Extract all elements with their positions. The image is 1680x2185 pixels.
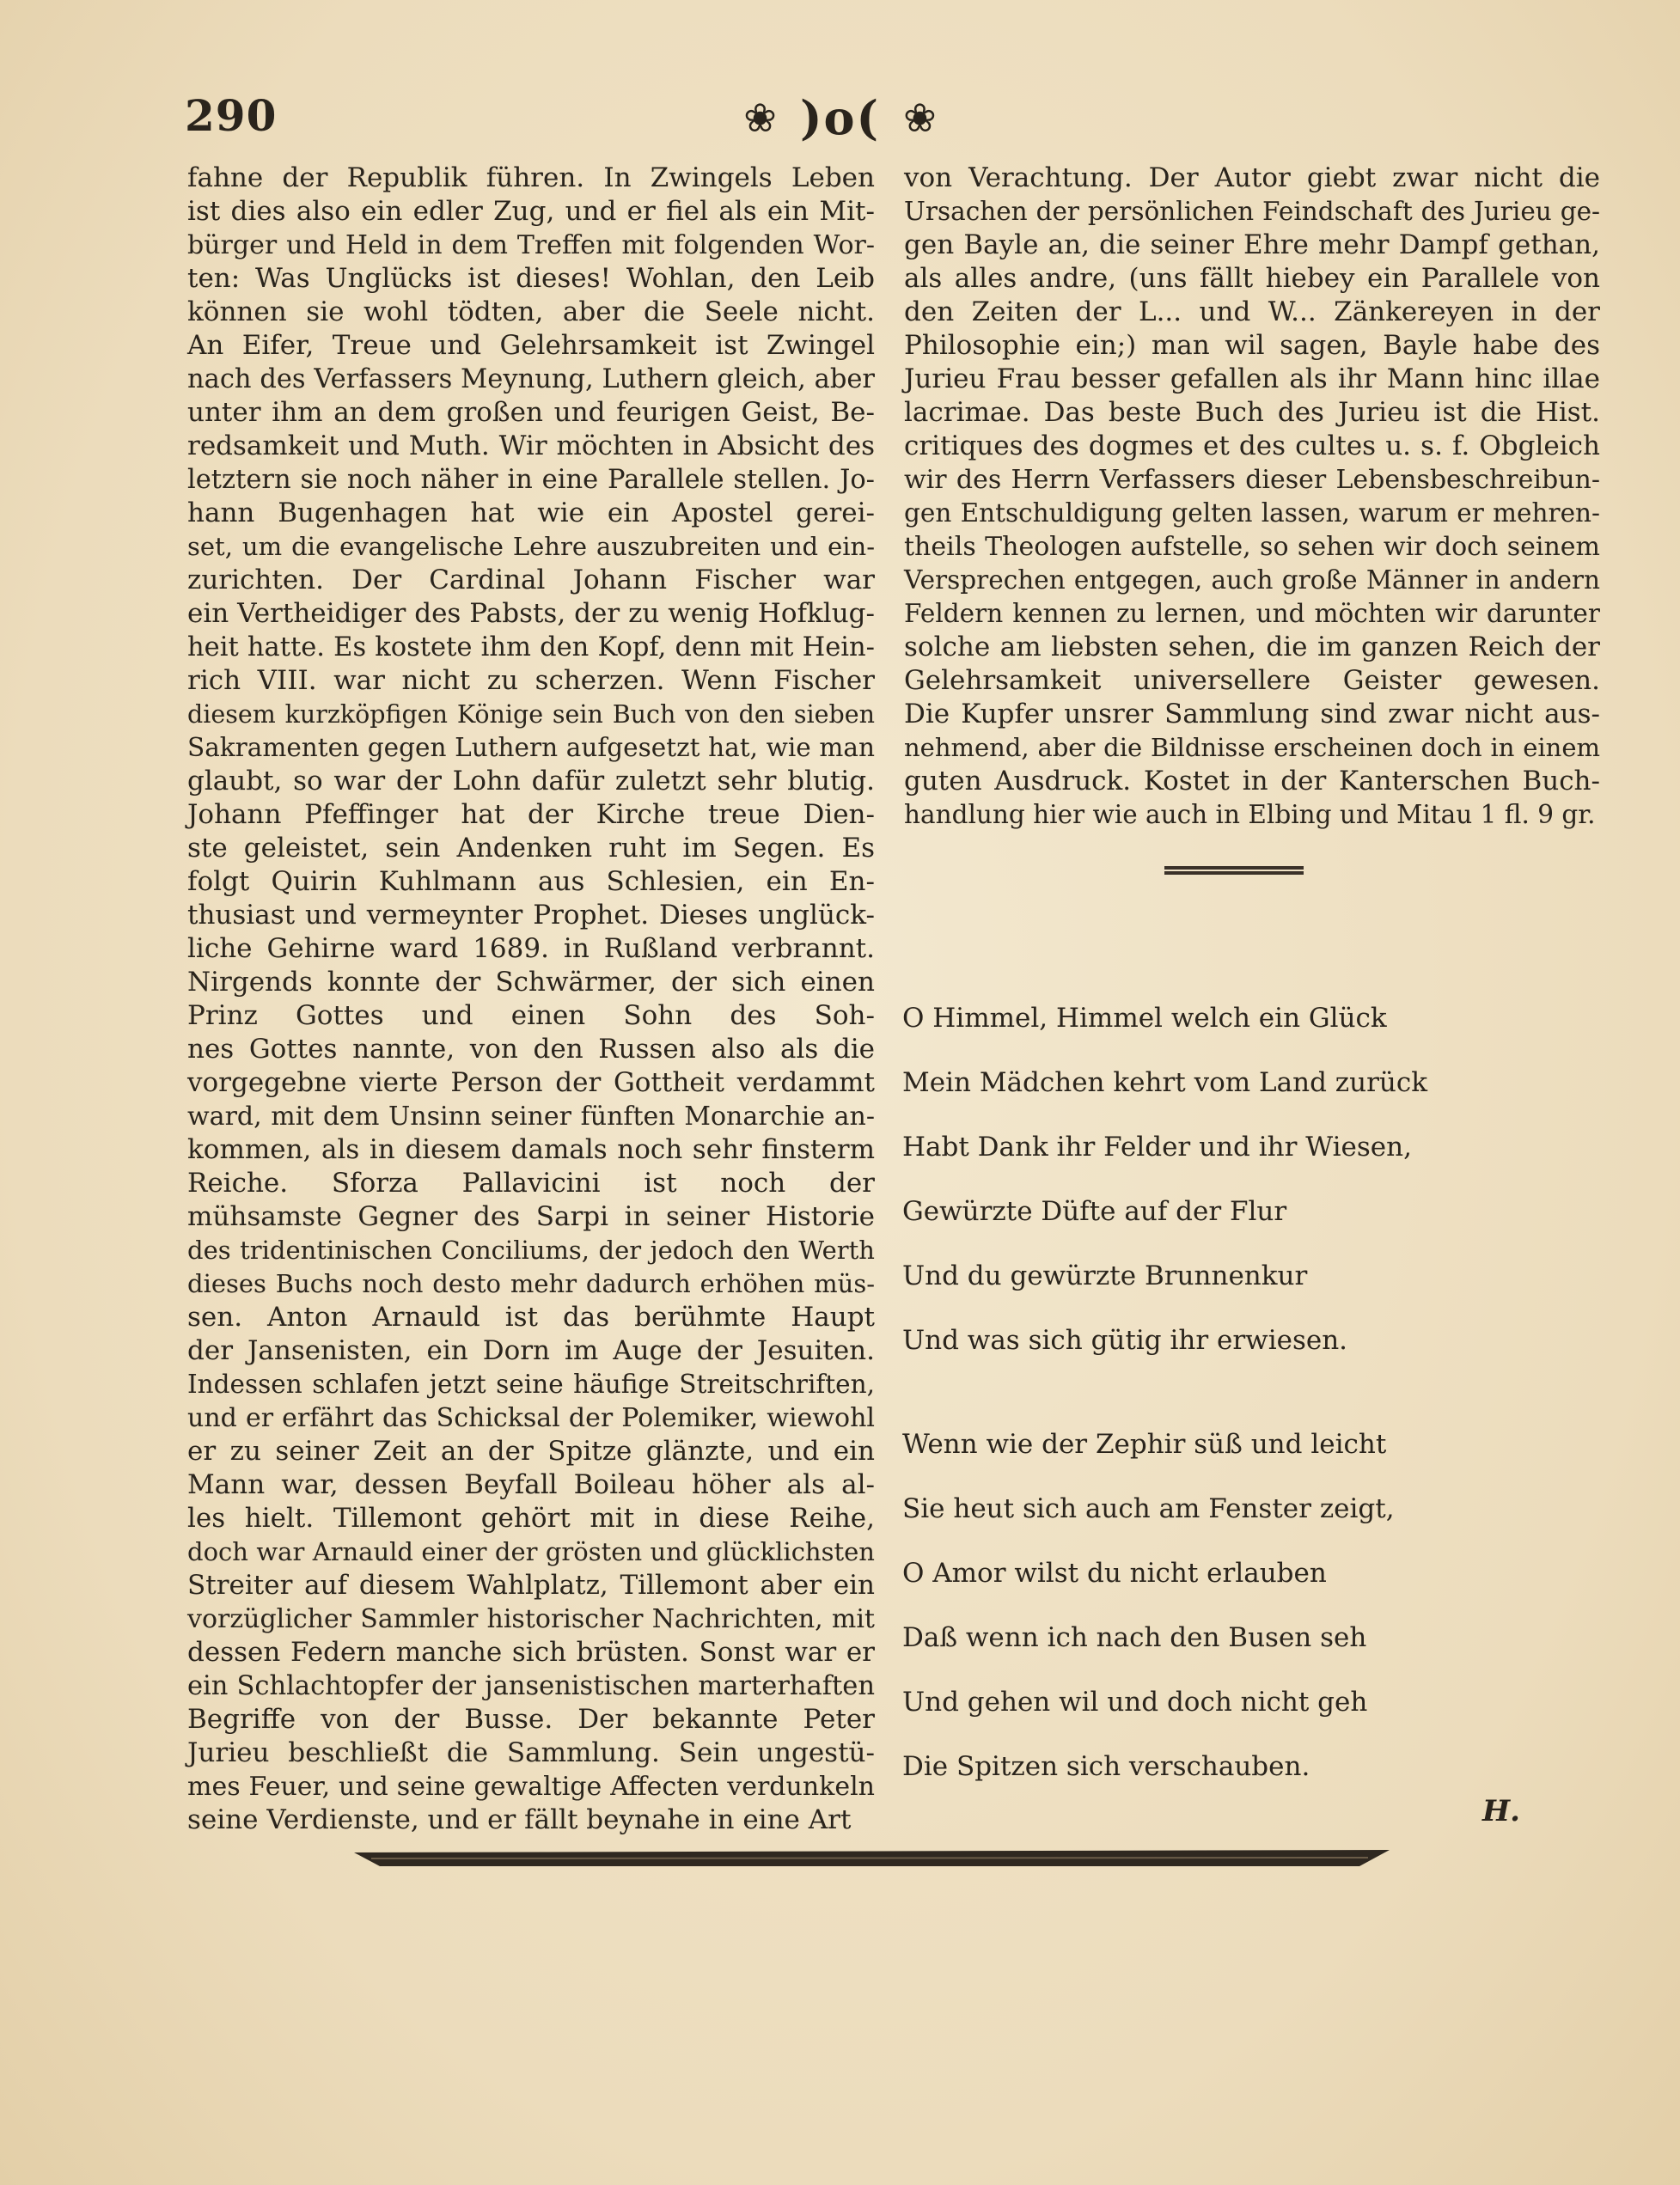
- page-number: 290: [185, 90, 278, 141]
- text-line: sen. Anton Arnauld ist das berühmte Haupt: [187, 1302, 875, 1333]
- text-line: den Zeiten der L... und W... Zänkereyen in der: [904, 296, 1600, 327]
- text-line: und er erfährt das Schicksal der Polemiker, wiewohl: [187, 1403, 875, 1433]
- text-line: An Eifer, Treue und Gelehrsamkeit ist Zwingel: [187, 330, 875, 361]
- text-line: folgt Quirin Kuhlmann aus Schlesien, ein En-: [187, 866, 875, 897]
- text-line: gen Bayle an, die seiner Ehre mehr Dampf gethan,: [904, 229, 1600, 260]
- text-line: critiques des dogmes et des cultes u. s. f. Obgleich: [904, 430, 1600, 461]
- text-line: Indessen schlafen jetzt seine häufige Streitschriften,: [187, 1370, 875, 1399]
- text-line: vorgegebne vierte Person der Gottheit verdammt: [187, 1067, 875, 1098]
- page-header: [185, 82, 1495, 159]
- text-line: redsamkeit und Muth. Wir möchten in Absicht des: [187, 430, 875, 461]
- text-line: guten Ausdruck. Kostet in der Kanterschen Buch-: [904, 766, 1600, 796]
- text-line: wir des Herrn Verfassers dieser Lebensbeschreibun-: [904, 465, 1600, 495]
- text-line: solche am liebsten sehen, die im ganzen Reich der: [904, 632, 1600, 662]
- text-line: Reiche. Sforza Pallavicini ist noch der: [187, 1168, 875, 1199]
- text-line: Prinz Gottes und einen Sohn des Soh-: [187, 1000, 875, 1031]
- text-line: bürger und Held in dem Treffen mit folgenden Wor-: [187, 230, 875, 260]
- text-line: dieses Buchs noch desto mehr dadurch erhöhen müs-: [187, 1269, 875, 1298]
- text-line: diesem kurzköpfigen Könige sein Buch von den sieben: [187, 700, 875, 729]
- poem-stanza-2: [902, 1413, 1395, 1799]
- text-line: ste geleistet, sein Andenken ruht im Segen. Es: [187, 833, 875, 864]
- text-line: handlung hier wie auch in Elbing und Mitau 1 fl. 9 gr.: [904, 800, 1596, 829]
- text-line: ist dies also ein edler Zug, und er fiel als ein Mit-: [187, 196, 875, 227]
- text-line: theils Theologen aufstelle, so sehen wir doch seinem: [904, 532, 1600, 562]
- text-line: können sie wohl tödten, aber die Seele nicht.: [187, 296, 875, 327]
- text-line: Jurieu Frau besser gefallen als ihr Mann hinc illae: [904, 363, 1600, 394]
- text-line: letztern sie noch näher in eine Parallele stellen. Jo-: [187, 465, 875, 495]
- text-line: mes Feuer, und seine gewaltige Affecten verdunkeln: [187, 1772, 875, 1802]
- text-line: des tridentinischen Conciliums, der jedoch den Werth: [187, 1236, 875, 1265]
- poem-line: Und was sich gütig ihr erwiesen.: [902, 1325, 1348, 1356]
- text-line: les hielt. Tillemont gehört mit in diese Reihe,: [187, 1503, 875, 1534]
- text-line: zurichten. Der Cardinal Johann Fischer war: [187, 565, 875, 595]
- text-line: ein Vertheidiger des Pabsts, der zu wenig Hofklug-: [187, 598, 875, 629]
- text-line: Versprechen entgegen, auch große Männer in andern: [904, 565, 1600, 595]
- text-line: Begriffe von der Busse. Der bekannte Peter: [187, 1704, 875, 1735]
- text-line: vorzüglicher Sammler historischer Nachrichten, mit: [187, 1604, 875, 1634]
- poem-line: Die Spitzen sich verschauben.: [902, 1751, 1310, 1782]
- text-line: ein Schlachtopfer der jansenistischen marterhaften: [187, 1671, 875, 1701]
- text-line: Nirgends konnte der Schwärmer, der sich einen: [187, 967, 875, 998]
- text-line: Ursachen der persönlichen Feindschaft des Jurieu ge-: [904, 197, 1600, 226]
- text-line: rich VIII. war nicht zu scherzen. Wenn Fischer: [187, 665, 875, 696]
- poem-line: Gewürzte Düfte auf der Flur: [902, 1196, 1287, 1227]
- poem-stanza-1: [902, 986, 1427, 1373]
- text-line: liche Gehirne ward 1689. in Rußland verbrannt.: [187, 933, 875, 964]
- text-line: unter ihm an dem großen und feurigen Geist, Be-: [187, 397, 875, 428]
- text-line: Jurieu beschließt die Sammlung. Sein ungestü-: [187, 1737, 875, 1768]
- text-line: Mann war, dessen Beyfall Boileau höher als al-: [187, 1469, 875, 1500]
- text-line: er zu seiner Zeit an der Spitze glänzte, und ein: [187, 1436, 875, 1467]
- left-text-column: [187, 162, 875, 1837]
- header-ornament: [185, 90, 1495, 145]
- poem-line: Und gehen wil und doch nicht geh: [902, 1687, 1368, 1718]
- text-line: nach des Verfassers Meynung, Luthern gleich, aber: [187, 364, 875, 394]
- text-line: seine Verdienste, und er fällt beynahe in eine Art: [187, 1804, 852, 1835]
- right-text-column: [904, 162, 1600, 832]
- text-line: Die Kupfer unsrer Sammlung sind zwar nicht aus-: [904, 699, 1600, 729]
- poem-line: Sie heut sich auch am Fenster zeigt,: [902, 1493, 1395, 1524]
- flower-ornament-icon: ❀: [903, 95, 937, 141]
- text-line: nes Gottes nannte, von den Russen also als die: [187, 1034, 875, 1065]
- bottom-ornamental-rule: [354, 1847, 1390, 1870]
- section-divider: [1164, 864, 1304, 878]
- poem-line: Mein Mädchen kehrt vom Land zurück: [902, 1067, 1427, 1098]
- text-line: ward, mit dem Unsinn seiner fünften Monarchie an-: [187, 1102, 875, 1132]
- ornament-mark: )o(: [799, 90, 881, 145]
- text-line: gen Entschuldigung gelten lassen, warum er mehren-: [904, 498, 1600, 528]
- poem-line: O Amor wilst du nicht erlauben: [902, 1558, 1327, 1589]
- poem-signature: H.: [1482, 1794, 1520, 1828]
- text-line: Philosophie ein;) man wil sagen, Bayle habe des: [904, 330, 1600, 361]
- poem-line: Und du gewürzte Brunnenkur: [902, 1260, 1308, 1291]
- text-line: Sakramenten gegen Luthern aufgesetzt hat, wie man: [187, 733, 875, 762]
- text-line: ten: Was Unglücks ist dieses! Wohlan, den Leib: [187, 263, 875, 294]
- text-line: doch war Arnauld einer der grösten und glücklichsten: [187, 1537, 875, 1566]
- text-line: Gelehrsamkeit universellere Geister gewesen.: [904, 665, 1600, 696]
- poem-line: O Himmel, Himmel welch ein Glück: [902, 1003, 1387, 1034]
- poem-line: Wenn wie der Zephir süß und leicht: [902, 1429, 1387, 1460]
- poem-line: Daß wenn ich nach den Busen seh: [902, 1622, 1367, 1653]
- text-line: nehmend, aber die Bildnisse erscheinen doch in einem: [904, 733, 1600, 762]
- text-line: lacrimae. Das beste Buch des Jurieu ist die Hist.: [904, 397, 1600, 428]
- text-line: Streiter auf diesem Wahlplatz, Tillemont aber ein: [187, 1570, 875, 1601]
- text-line: der Jansenisten, ein Dorn im Auge der Jesuiten.: [187, 1335, 875, 1366]
- text-line: thusiast und vermeynter Prophet. Dieses unglück-: [187, 900, 875, 931]
- text-line: als alles andre, (uns fällt hiebey ein Parallele von: [904, 263, 1600, 294]
- text-line: heit hatte. Es kostete ihm den Kopf, denn mit Hein-: [187, 632, 875, 662]
- text-line: set, um die evangelische Lehre auszubreiten und ein-: [187, 532, 875, 561]
- poem-line: Habt Dank ihr Felder und ihr Wiesen,: [902, 1132, 1412, 1163]
- flower-ornament-icon: ❀: [743, 95, 777, 141]
- text-line: mühsamste Gegner des Sarpi in seiner Historie: [187, 1201, 875, 1232]
- text-line: Feldern kennen zu lernen, und möchten wir darunter: [904, 599, 1600, 628]
- text-line: von Verachtung. Der Autor giebt zwar nicht die: [904, 162, 1600, 193]
- text-line: Johann Pfeffinger hat der Kirche treue Dien-: [187, 799, 875, 830]
- text-line: dessen Federn manche sich brüsten. Sonst war er: [187, 1637, 875, 1668]
- text-line: hann Bugenhagen hat wie ein Apostel gerei-: [187, 497, 875, 528]
- text-line: glaubt, so war der Lohn dafür zuletzt sehr blutig.: [187, 766, 875, 796]
- text-line: fahne der Republik führen. In Zwingels Leben: [187, 162, 875, 193]
- text-line: kommen, als in diesem damals noch sehr finsterm: [187, 1134, 875, 1165]
